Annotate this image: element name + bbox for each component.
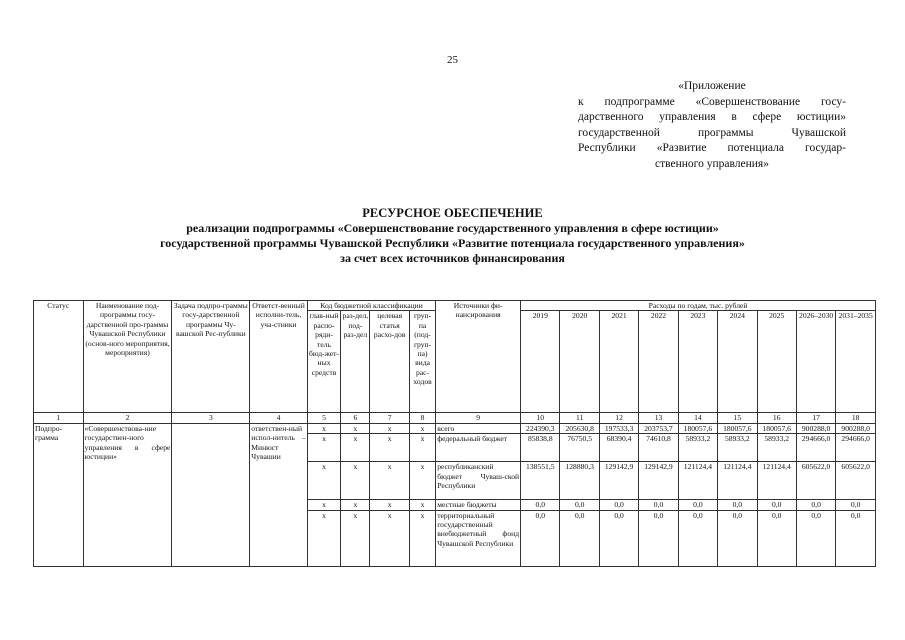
column-number: 1 bbox=[34, 413, 84, 423]
column-number: 10 bbox=[521, 413, 560, 423]
value-cell: 0,0 bbox=[757, 500, 796, 510]
resource-table bbox=[33, 300, 876, 567]
appendix-line: к подпрограмме «Совершенствование госу- bbox=[578, 95, 846, 108]
page-number: 25 bbox=[447, 54, 458, 66]
column-number: 4 bbox=[250, 413, 308, 423]
value-cell: 129142,9 bbox=[599, 462, 638, 500]
code-cell: x bbox=[370, 500, 409, 510]
value-cell: 0,0 bbox=[836, 500, 876, 510]
value-cell: 0,0 bbox=[836, 510, 876, 566]
code-cell: x bbox=[341, 500, 370, 510]
header-year: 2021 bbox=[599, 311, 638, 413]
column-number: 9 bbox=[436, 413, 521, 423]
value-cell: 180057,6 bbox=[718, 423, 757, 433]
code-cell: x bbox=[409, 510, 435, 566]
header-name: Наименование под-программы госу-дарственной про-граммы Чувашской Республики (основ-ного мероприятия, мероприятия) bbox=[83, 301, 172, 413]
value-cell: 180057,6 bbox=[757, 423, 796, 433]
header-year: 2020 bbox=[560, 311, 599, 413]
value-cell: 0,0 bbox=[560, 500, 599, 510]
value-cell: 0,0 bbox=[639, 500, 678, 510]
column-number: 5 bbox=[307, 413, 340, 423]
appendix-line: Республики «Развитие потенциала государ- bbox=[578, 142, 846, 154]
code-cell: x bbox=[370, 434, 409, 462]
value-cell: 0,0 bbox=[521, 500, 560, 510]
appendix-line: «Приложение bbox=[678, 80, 746, 92]
table-row bbox=[34, 423, 876, 433]
value-cell: 121124,4 bbox=[718, 462, 757, 500]
title-line: за счет всех источников финансирования bbox=[340, 251, 565, 265]
column-number: 2 bbox=[83, 413, 172, 423]
code-cell: x bbox=[341, 434, 370, 462]
appendix-line: ственного управления» bbox=[655, 157, 769, 170]
appendix-line: государственной программы Чувашской bbox=[578, 126, 846, 139]
value-cell: 0,0 bbox=[560, 510, 599, 566]
title-line: государственной программы Чувашской Республики «Развитие потенциала государственного управления» bbox=[160, 236, 745, 250]
column-number: 18 bbox=[836, 413, 876, 423]
value-cell: 0,0 bbox=[757, 510, 796, 566]
header-year: 2024 bbox=[718, 311, 757, 413]
header-budget-code: Код бюджетной классификации bbox=[307, 301, 435, 311]
header-task: Задача подпро-граммы госу-дарственной программы Чу-вашской Рес-публики bbox=[172, 301, 250, 413]
value-cell: 76750,5 bbox=[560, 434, 599, 462]
column-number: 3 bbox=[172, 413, 250, 423]
column-number: 6 bbox=[341, 413, 370, 423]
column-number: 14 bbox=[678, 413, 717, 423]
code-cell: x bbox=[341, 462, 370, 500]
header-code-col: глав-ный распо-ряди-тель бюд-жет-ных средств bbox=[307, 311, 340, 413]
value-cell: 0,0 bbox=[521, 510, 560, 566]
source-cell: республиканский бюджет Чуваш-ской Республики bbox=[436, 462, 521, 500]
code-cell: x bbox=[307, 434, 340, 462]
column-number: 13 bbox=[639, 413, 678, 423]
value-cell: 605622,0 bbox=[836, 462, 876, 500]
value-cell: 0,0 bbox=[678, 500, 717, 510]
code-cell: x bbox=[307, 510, 340, 566]
header-code-col: раз-дел, под-раз-дел bbox=[341, 311, 370, 413]
program-task bbox=[172, 423, 250, 566]
value-cell: 58933,2 bbox=[678, 434, 717, 462]
source-cell: всего bbox=[436, 423, 521, 433]
header-year: 2026–2030 bbox=[796, 311, 835, 413]
value-cell: 121124,4 bbox=[678, 462, 717, 500]
value-cell: 74610,8 bbox=[639, 434, 678, 462]
value-cell: 0,0 bbox=[678, 510, 717, 566]
value-cell: 0,0 bbox=[639, 510, 678, 566]
column-number: 12 bbox=[599, 413, 638, 423]
title-line: реализации подпрограммы «Совершенствование государственного управления в сфере юстиции» bbox=[186, 221, 719, 235]
value-cell: 58933,2 bbox=[718, 434, 757, 462]
source-cell: территориальный государственный внебюджетный фонд Чувашской Республики bbox=[436, 510, 521, 566]
header-year: 2023 bbox=[678, 311, 717, 413]
code-cell: x bbox=[341, 510, 370, 566]
value-cell: 129142,9 bbox=[639, 462, 678, 500]
value-cell: 900288,0 bbox=[836, 423, 876, 433]
code-cell: x bbox=[341, 423, 370, 433]
code-cell: x bbox=[409, 500, 435, 510]
value-cell: 0,0 bbox=[796, 500, 835, 510]
value-cell: 205630,8 bbox=[560, 423, 599, 433]
appendix-line: дарственного управления в сфере юстиции» bbox=[578, 111, 846, 123]
value-cell: 0,0 bbox=[718, 500, 757, 510]
appendix-block bbox=[578, 79, 846, 172]
code-cell: x bbox=[409, 434, 435, 462]
value-cell: 68390,4 bbox=[599, 434, 638, 462]
source-cell: федеральный бюджет bbox=[436, 434, 521, 462]
header-year: 2019 bbox=[521, 311, 560, 413]
column-number: 17 bbox=[796, 413, 835, 423]
header-row bbox=[34, 301, 876, 311]
header-status: Статус bbox=[34, 301, 84, 413]
value-cell: 128880,3 bbox=[560, 462, 599, 500]
header-sources: Источники фи-нансирования bbox=[436, 301, 521, 413]
source-cell: местные бюджеты bbox=[436, 500, 521, 510]
value-cell: 605622,0 bbox=[796, 462, 835, 500]
code-cell: x bbox=[409, 423, 435, 433]
program-status: Подпро-грамма bbox=[34, 423, 84, 566]
value-cell: 0,0 bbox=[796, 510, 835, 566]
header-expenses: Расходы по годам, тыс. рублей bbox=[521, 301, 876, 311]
value-cell: 203753,7 bbox=[639, 423, 678, 433]
value-cell: 58933,2 bbox=[757, 434, 796, 462]
value-cell: 294666,0 bbox=[796, 434, 835, 462]
code-cell: x bbox=[370, 510, 409, 566]
value-cell: 0,0 bbox=[599, 500, 638, 510]
value-cell: 224390,3 bbox=[521, 423, 560, 433]
code-cell: x bbox=[409, 462, 435, 500]
header-code-col: целевая статья расхо-дов bbox=[370, 311, 409, 413]
column-number-row bbox=[34, 413, 876, 423]
value-cell: 138551,5 bbox=[521, 462, 560, 500]
header-year: 2031–2035 bbox=[836, 311, 876, 413]
value-cell: 0,0 bbox=[718, 510, 757, 566]
program-name: «Совершенствова-ние государствен-ного управления в сфере юстиции» bbox=[83, 423, 172, 566]
code-cell: x bbox=[307, 462, 340, 500]
program-responsible: ответствен-ный испол-нитель – Минюст Чувашии bbox=[250, 423, 308, 566]
code-cell: x bbox=[307, 423, 340, 433]
column-number: 11 bbox=[560, 413, 599, 423]
column-number: 7 bbox=[370, 413, 409, 423]
value-cell: 180057,6 bbox=[678, 423, 717, 433]
code-cell: x bbox=[307, 500, 340, 510]
header-year: 2025 bbox=[757, 311, 796, 413]
value-cell: 294666,0 bbox=[836, 434, 876, 462]
value-cell: 900288,0 bbox=[796, 423, 835, 433]
code-cell: x bbox=[370, 462, 409, 500]
header-year: 2022 bbox=[639, 311, 678, 413]
code-cell: x bbox=[370, 423, 409, 433]
value-cell: 121124,4 bbox=[757, 462, 796, 500]
value-cell: 85838,8 bbox=[521, 434, 560, 462]
value-cell: 0,0 bbox=[599, 510, 638, 566]
title-main: РЕСУРСНОЕ ОБЕСПЕЧЕНИЕ bbox=[362, 206, 543, 220]
column-number: 16 bbox=[757, 413, 796, 423]
header-code-col: груп-па (под-груп-па) вида рас-ходов bbox=[409, 311, 435, 413]
header-responsible: Ответст-венный исполни-тель, уча-стники bbox=[250, 301, 308, 413]
value-cell: 197533,3 bbox=[599, 423, 638, 433]
column-number: 8 bbox=[409, 413, 435, 423]
column-number: 15 bbox=[718, 413, 757, 423]
document-title bbox=[0, 206, 905, 266]
